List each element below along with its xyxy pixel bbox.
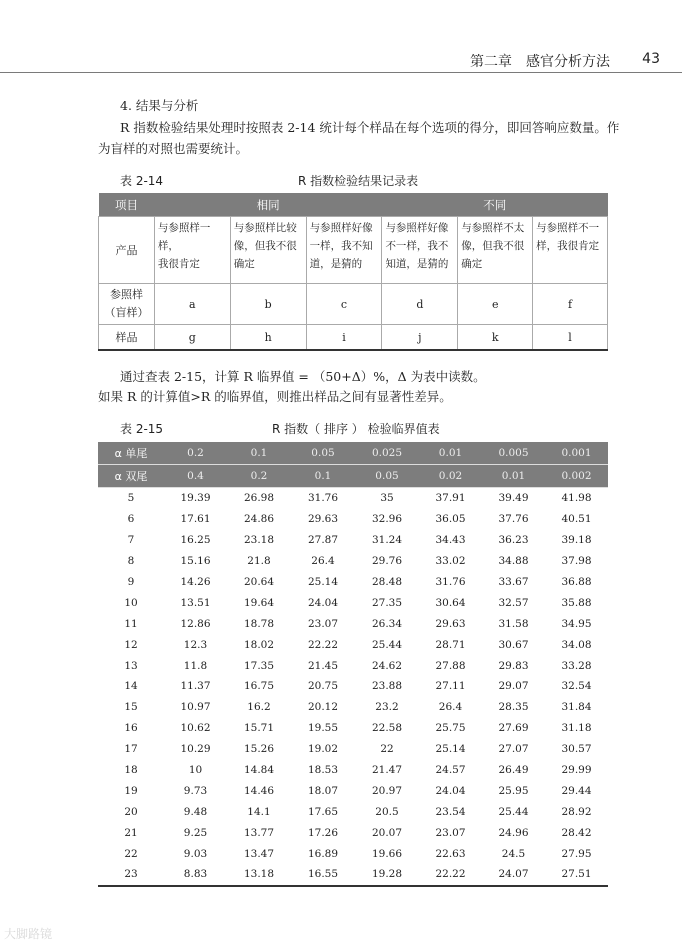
critical-value-cell: 15.26 [243,743,275,756]
critical-value-cell: 19.28 [371,868,403,881]
option-text-line: 道，是猜的 [309,258,363,270]
critical-value-cell: 22.58 [371,722,403,735]
critical-value-cell: 20.5 [375,805,399,818]
critical-value-cell: 33.28 [561,659,592,672]
critical-value-cell: 34.88 [498,555,529,568]
critical-value-cell: 18.78 [243,617,275,630]
option-text-line: 与参照样不一 [536,222,600,234]
paragraph-line-1: R 指数检验结果处理时按照表 2-14 统计每个样品在每个选项的得分，即回答响应数量。作 [120,120,620,135]
n-cell: 5 [127,492,135,505]
critical-value-cell: 39.49 [498,492,529,505]
option-text-line: 像，但我不很 [233,240,297,252]
critical-value-cell: 20.75 [307,680,339,693]
critical-value-cell: 20.07 [371,826,403,839]
critical-value-cell: 31.76 [435,576,466,588]
critical-value-cell: 25.14 [307,576,339,588]
option-text-line: 样，我很肯定 [536,240,600,252]
option-cell [306,217,382,284]
critical-value-cell: 24.5 [501,847,526,860]
alpha-cell: 0.4 [164,465,227,488]
critical-value-cell: 17.35 [243,659,275,672]
critical-value-cell: 14.84 [243,764,275,777]
critical-value-cell: 37.91 [435,492,466,505]
critical-value-cell: 34.08 [561,638,592,651]
n-cell: 13 [124,659,138,672]
critical-value-cell: 20.64 [243,576,275,588]
alpha-cell: 0.05 [355,465,419,488]
table-row [98,739,608,760]
alpha-cell: 0.025 [355,442,419,465]
table-row [98,760,608,781]
critical-value-cell: 40.51 [561,513,592,526]
table-row [98,801,608,822]
col-header-item: 项目 [99,193,155,217]
alpha-cell: 0.2 [164,442,227,465]
conclusion-line: 如果 R 的计算值>R 的临界值，则推出样品之间有显著性差异。 [98,389,452,404]
critical-value-cell: 20.97 [371,784,403,797]
critical-value-cell: 29.63 [435,617,466,630]
alpha-cell: 0.2 [227,465,291,488]
critical-value-cell: 23.07 [307,617,339,630]
critical-value-cell: 16.89 [307,847,339,860]
critical-value-cell: 27.87 [307,534,339,547]
critical-value-cell: 22.22 [435,868,466,881]
alpha-cell: 0.002 [545,465,608,488]
page-number: 43 [642,51,660,67]
n-cell: 21 [124,826,138,839]
critical-value-cell: 13.47 [243,847,275,860]
table-row [98,697,608,718]
alpha-cell: 0.01 [482,465,545,488]
n-cell: 18 [124,764,138,777]
alpha-cell: 0.01 [419,442,482,465]
option-cell [154,217,230,284]
critical-value-cell: 8.83 [183,868,208,881]
critical-value-cell: 27.11 [435,680,466,693]
critical-value-cell: 21.45 [307,659,339,672]
critical-value-cell: 31.58 [498,617,529,630]
option-text-line: 与参照样好像 [385,222,449,234]
group-header-different: 不同 [382,193,608,217]
reference-cell: a [154,284,230,325]
critical-value-cell: 19.39 [180,492,211,505]
critical-value-cell: 9.25 [183,826,208,839]
critical-value-cell: 14.26 [180,576,211,588]
critical-value-cell: 31.24 [371,534,403,547]
critical-value-cell: 9.48 [183,805,208,818]
table-214-number: 表 2-14 [120,174,164,188]
critical-value-cell: 28.92 [561,805,592,818]
critical-value-cell: 22.63 [435,847,466,860]
critical-value-cell: 15.16 [180,555,211,568]
alpha-two-tailed-row [98,465,608,488]
sample-cell: l [533,325,608,351]
option-text-line: 不一样，我不 [385,240,449,252]
table-row [98,613,608,634]
critical-value-cell: 22.22 [307,638,339,651]
critical-value-cell: 13.77 [243,826,275,839]
critical-value-cell: 13.18 [243,868,275,881]
critical-value-cell: 24.62 [371,659,403,672]
critical-value-cell: 23.54 [435,805,466,818]
critical-value-cell: 23.2 [375,701,399,714]
option-text-line: 确定 [461,258,483,270]
critical-value-cell: 27.07 [498,743,529,756]
critical-value-cell: 27.35 [371,596,403,609]
critical-value-cell: 28.48 [371,576,403,588]
reference-cell: f [533,284,608,325]
critical-value-cell: 9.03 [183,847,208,860]
critical-value-cell: 27.95 [561,847,592,860]
critical-value-cell: 25.95 [498,784,529,797]
critical-value-cell: 10.29 [180,743,211,756]
critical-value-cell: 9.73 [183,784,208,797]
r-index-critical-value-table [98,442,608,887]
critical-value-cell: 25.75 [435,722,466,735]
ref-label-line2: （盲样） [104,306,149,319]
critical-value-cell: 23.18 [243,534,275,547]
critical-value-cell: 14.1 [247,805,271,818]
critical-value-cell: 18.02 [243,638,275,651]
critical-value-cell: 30.57 [561,743,592,756]
critical-value-cell: 11.8 [183,659,208,672]
critical-value-cell: 36.05 [435,513,466,526]
row-label-sample: 样品 [99,325,155,351]
critical-value-cell: 24.96 [498,826,529,839]
critical-value-cell: 32.96 [371,513,403,526]
n-cell: 22 [124,847,138,860]
critical-value-cell: 16.55 [307,868,339,881]
critical-value-cell: 12.3 [183,638,208,651]
critical-value-cell: 17.65 [307,805,339,818]
option-text-line: 知道，是猜的 [385,258,449,270]
critical-value-cell: 18.53 [307,764,339,777]
critical-value-cell: 41.98 [561,492,592,505]
critical-value-cell: 14.46 [243,784,275,797]
table-214-title: R 指数检验结果记录表 [298,174,419,188]
critical-value-cell: 16.25 [180,534,211,547]
critical-value-cell: 13.51 [180,596,211,609]
table-215-title: R 指数（ 排序 ） 检验临界值表 [272,422,440,436]
critical-value-cell: 32.57 [498,596,529,609]
reference-cell: e [458,284,533,325]
alpha-one-tailed-row [98,442,608,465]
option-cell [458,217,533,284]
critical-value-cell: 19.55 [307,722,339,735]
paragraph-line-2: 为盲样的对照也需要统计。 [98,141,249,156]
critical-value-cell: 33.67 [498,576,529,588]
critical-value-cell: 12.86 [180,617,211,630]
critical-value-cell: 29.76 [371,555,403,568]
critical-value-cell: 11.37 [180,680,211,693]
table-row [98,655,608,676]
critical-value-cell: 26.98 [243,492,275,505]
sample-cell: i [306,325,382,351]
row-label-reference [99,284,155,325]
n-cell: 6 [127,513,135,526]
reference-cell: c [306,284,382,325]
watermark: 大脚路镜 [4,927,53,941]
critical-value-cell: 29.63 [307,513,339,526]
critical-value-cell: 26.4 [438,701,463,714]
section-heading: 4. 结果与分析 [120,98,199,113]
table-row [98,572,608,593]
n-cell: 7 [127,534,135,547]
critical-value-cell: 15.71 [243,722,275,735]
critical-value-cell: 33.02 [435,555,466,568]
option-text-line: 与参照样不太 [461,222,525,234]
option-cell [382,217,458,284]
formula-line: 通过查表 2-15，计算 R 临界值 = （50+Δ）%，Δ 为表中读数。 [120,369,486,384]
critical-value-cell: 32.54 [561,680,592,693]
critical-value-cell: 28.35 [498,701,529,714]
n-cell: 9 [127,576,135,588]
critical-value-cell: 10.62 [180,722,211,735]
n-cell: 14 [124,680,138,693]
alpha-cell: 0.005 [482,442,545,465]
alpha-cell: 0.1 [291,465,355,488]
critical-value-cell: 34.95 [561,617,592,630]
table-row [98,676,608,697]
table-row [98,780,608,801]
critical-value-cell: 35 [380,492,394,505]
n-cell: 15 [124,701,138,714]
ref-label-line1: 参照样 [109,288,143,301]
critical-value-cell: 10 [188,764,203,777]
option-cell [230,217,306,284]
critical-value-cell: 19.64 [243,596,275,609]
header-rule [0,72,682,73]
critical-value-cell: 31.18 [561,722,592,735]
table-row [98,551,608,572]
critical-value-cell: 37.98 [561,555,592,568]
critical-value-cell: 25.14 [435,743,466,756]
n-cell: 23 [124,868,138,881]
critical-value-cell: 19.66 [371,847,403,860]
critical-value-cell: 30.67 [498,638,529,651]
table-row [98,843,608,864]
table-row [98,530,608,551]
critical-value-cell: 35.88 [561,596,592,609]
critical-value-cell: 31.84 [561,701,592,714]
critical-value-cell: 24.07 [498,868,529,881]
alpha-cell: 0.001 [545,442,608,465]
critical-value-cell: 27.51 [561,868,592,881]
alpha-two-tailed-row-label: α 双尾 [98,465,164,488]
critical-value-cell: 28.71 [435,638,466,651]
option-text-line: 一样，我不知 [309,240,373,252]
critical-value-cell: 26.49 [498,764,529,777]
n-cell: 10 [124,596,138,609]
critical-value-cell: 17.26 [307,826,339,839]
critical-value-cell: 24.04 [435,784,466,797]
option-text-line: 我很肯定 [157,258,200,270]
critical-value-cell: 23.88 [371,680,403,693]
critical-value-cell: 28.42 [561,826,592,839]
reference-cell: d [382,284,458,325]
option-text-line: 确定 [233,258,255,270]
table-row [98,488,608,509]
critical-value-cell: 29.83 [498,659,529,672]
critical-value-cell: 16.2 [247,701,271,714]
r-index-record-table [98,193,608,351]
option-text-line: 与参照样比较 [233,222,297,234]
critical-value-cell: 39.18 [561,534,592,547]
critical-value-cell: 26.4 [311,555,335,568]
sample-cell: g [154,325,230,351]
critical-value-cell: 26.34 [371,617,403,630]
critical-value-cell: 29.44 [561,784,592,797]
sample-cell: k [458,325,533,351]
critical-value-cell: 24.04 [307,596,339,609]
critical-value-cell: 20.12 [307,701,339,714]
option-text-line: 与参照样一样， [157,222,211,252]
chapter-title: 第二章 感官分析方法 [470,54,610,70]
critical-value-cell: 29.99 [561,764,592,777]
group-header-same: 相同 [154,193,382,217]
table-row [98,864,608,886]
critical-value-cell: 17.61 [180,513,211,526]
n-cell: 12 [124,638,138,651]
n-cell: 17 [124,743,138,756]
table-row [98,509,608,530]
table-row [98,718,608,739]
critical-value-cell: 25.44 [498,805,529,818]
critical-value-cell: 18.07 [307,784,339,797]
option-cell [533,217,608,284]
critical-value-cell: 24.57 [435,764,466,777]
sample-cell: j [382,325,458,351]
n-cell: 8 [127,555,135,568]
critical-value-cell: 23.07 [435,826,466,839]
critical-value-cell: 24.86 [243,513,275,526]
critical-value-cell: 37.76 [498,513,529,526]
table-215-number: 表 2-15 [120,422,164,436]
critical-value-cell: 29.07 [498,680,529,693]
critical-value-cell: 27.69 [498,722,529,735]
alpha-one-tailed-row-label: α 单尾 [98,442,164,465]
option-text-line: 与参照样好像 [309,222,373,234]
n-cell: 11 [124,617,138,630]
critical-value-cell: 10.97 [180,701,211,714]
row-label-product: 产品 [99,217,155,284]
critical-value-cell: 21.8 [247,555,271,568]
alpha-cell: 0.02 [419,465,482,488]
n-cell: 20 [124,805,138,818]
reference-cell: b [230,284,306,325]
table-row [98,592,608,613]
critical-value-cell: 21.47 [371,764,403,777]
critical-value-cell: 25.44 [371,638,403,651]
option-text-line: 像，但我不很 [461,240,525,252]
critical-value-cell: 31.76 [307,492,339,505]
alpha-cell: 0.05 [291,442,355,465]
n-cell: 16 [124,722,138,735]
critical-value-cell: 30.64 [435,596,466,609]
critical-value-cell: 34.43 [435,534,466,547]
critical-value-cell: 36.23 [498,534,529,547]
alpha-cell: 0.1 [227,442,291,465]
table-row [98,822,608,843]
critical-value-cell: 16.75 [243,680,275,693]
critical-value-cell: 22 [380,743,394,756]
table-row [98,634,608,655]
sample-cell: h [230,325,306,351]
critical-value-cell: 27.88 [435,659,466,672]
critical-value-cell: 36.88 [561,576,592,588]
n-cell: 19 [124,784,138,797]
critical-value-cell: 19.02 [307,743,339,756]
